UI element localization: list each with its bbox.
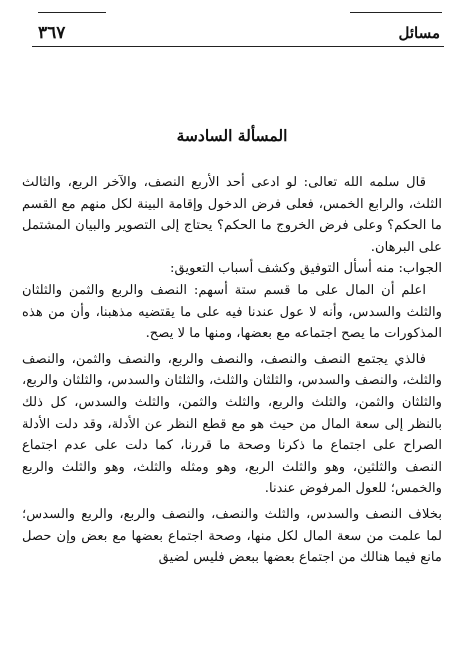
page-number: ٣٦٧ (38, 23, 66, 43)
body-text (22, 172, 442, 569)
paragraph-shares: اعلم أن المال على ما قسم ستة أسهم: النصف والربع والثمن والثلثان والثلث والسدس، وأنه لا عول عندنا فيه على ما يقتضيه مذهبنا، وأن من هذه المذكورات ما يصح اجتماعه مع بعضها، ومنها ما لا يصح. (22, 282, 442, 342)
running-title: مسائل (398, 24, 440, 42)
header-rule-right (350, 12, 442, 13)
paragraph-combinations: فالذي يجتمع النصف والنصف، والنصف والربع، والنصف والثمن، والنصف والثلث، والنصف والسدس، والثلثان والثلث، والثلثان والسدس، والثلثان والربع، والثلثان والثمن، والثلث والربع، والثلث والثمن، والثلث والسدس، كل ذلك بالنظر إلى سعة المال من حيث هو مع قطع النظر عن الأدلة، وقد دلت الأدلة الصراح على اجتماع ما ذكرنا وصحة ما قررنا، كما دلت على عدم اجتماع النصف والثلثين، وهو والثلث الربع، وهو ومثله والثلث، وهو والثلث والربع والخمس؛ للعول المرفوض عندنا. (22, 351, 442, 497)
header-rule-left (38, 12, 106, 13)
running-header (32, 20, 444, 47)
paragraph-question: قال سلمه الله تعالى: لو ادعى أحد الأربع النصف، والآخر الربع، والثالث الثلث، والرابع الخمس، فعلى فرض الدخول وإقامة البينة لكل منهم مع القسم ما الحكم؟ وعلى فرض الخروج ما الحكم؟ يحتاج إلى التصوير والبيان المشتمل على البرهان. (22, 175, 442, 255)
section-heading: المسألة السادسة (176, 126, 288, 145)
paragraph-contrast: بخلاف النصف والسدس، والثلث والنصف، والنصف والربع، والربع والسدس؛ لما علمت من سعة المال لكل منها، وصحة اجتماع بعضها مع بعض وإن حصل مانع فيما هنالك من اجتماع بعضها ببعض فليس لضيق (22, 506, 442, 566)
paragraph-answer-intro: الجواب: منه أسأل التوفيق وكشف أسباب التعويق: (170, 261, 442, 277)
